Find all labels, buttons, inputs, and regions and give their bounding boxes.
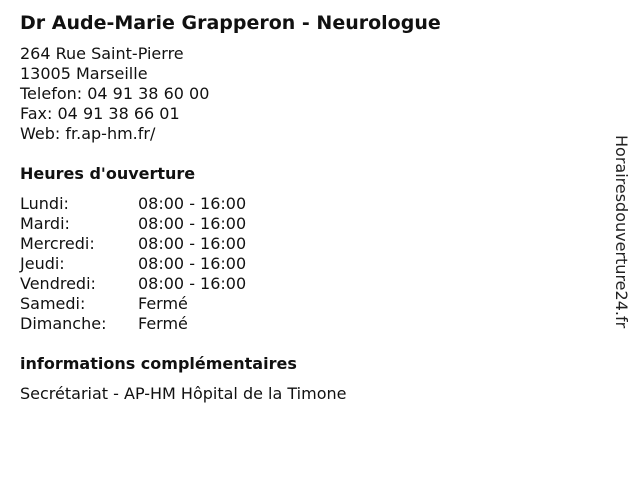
phone-number[interactable]: 04 91 38 60 00 [87,84,210,103]
opening-hours-table [20,194,246,334]
hours-row-friday [20,274,246,294]
hours-value: 08:00 - 16:00 [138,194,247,213]
web-label: Web: [20,124,61,143]
additional-info-heading: informations complémentaires [20,354,297,373]
day-label: Dimanche: [20,314,107,333]
hours-value: 08:00 - 16:00 [138,214,247,233]
phone-line [20,84,209,104]
website-link[interactable]: fr.ap-hm.fr/ [65,124,156,143]
day-label: Mercredi: [20,234,95,253]
contact-block [20,44,209,144]
hours-row-monday [20,194,246,214]
fax-label: Fax: [20,104,53,123]
additional-info-text: Secrétariat - AP-HM Hôpital de la Timone [20,384,347,403]
hours-value: 08:00 - 16:00 [138,274,247,293]
hours-row-saturday [20,294,246,314]
site-brand-vertical: Horairesdouverture24.fr [612,135,631,329]
page-title: Dr Aude-Marie Grapperon - Neurologue [20,12,441,34]
opening-hours-heading: Heures d'ouverture [20,164,196,183]
hours-value: 08:00 - 16:00 [138,254,247,273]
day-label: Vendredi: [20,274,96,293]
hours-value: Fermé [138,294,188,313]
hours-row-wednesday [20,234,246,254]
hours-row-thursday [20,254,246,274]
hours-value: 08:00 - 16:00 [138,234,247,253]
hours-row-sunday [20,314,246,334]
hours-row-tuesday [20,214,246,234]
day-label: Jeudi: [20,254,65,273]
hours-value: Fermé [138,314,188,333]
web-line [20,124,209,144]
fax-line [20,104,209,124]
day-label: Samedi: [20,294,86,313]
street-address: 264 Rue Saint-Pierre [20,44,184,63]
day-label: Mardi: [20,214,70,233]
city-address: 13005 Marseille [20,64,148,83]
day-label: Lundi: [20,194,69,213]
phone-label: Telefon: [20,84,83,103]
fax-number: 04 91 38 66 01 [57,104,180,123]
